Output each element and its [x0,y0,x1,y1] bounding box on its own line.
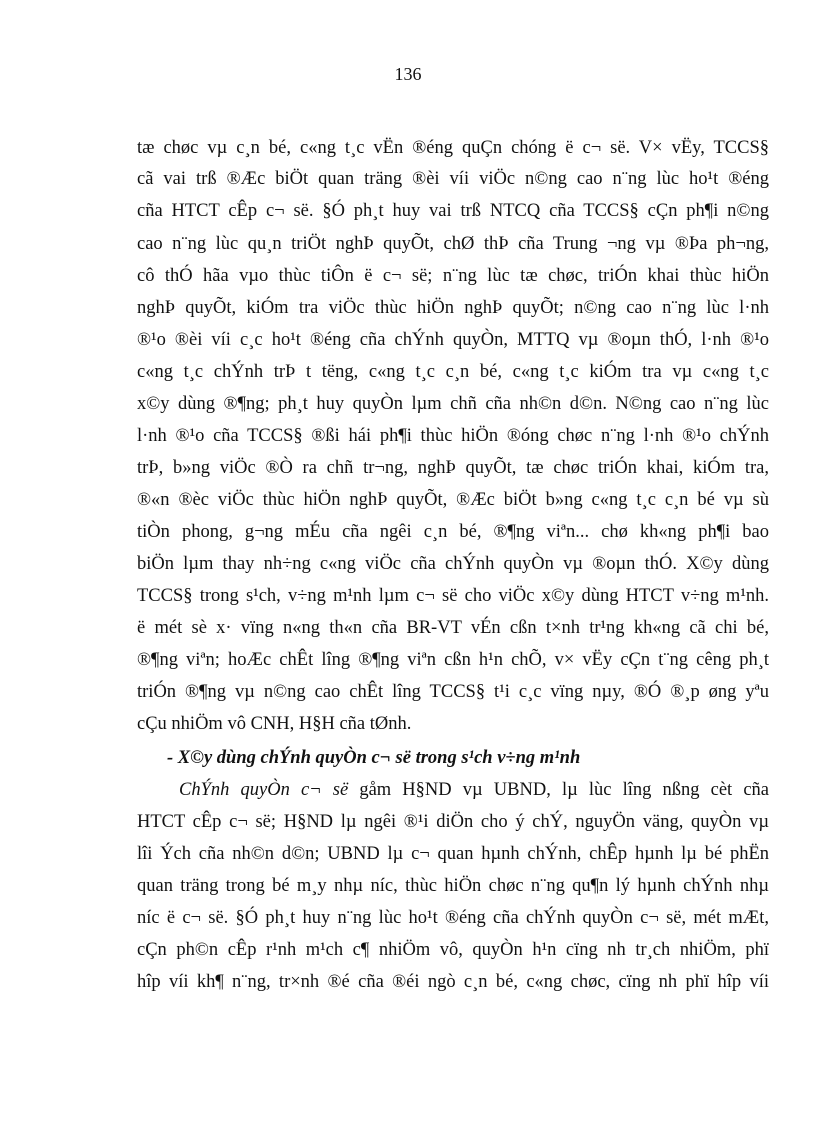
text-line: TCCS§ trong s¹ch, v÷ng m¹nh lµm c¬ së cho viÖc x©y dùng HTCT v÷ng m¹nh. [137,586,769,606]
text-line: hîp víi kh¶ n¨ng, tr×nh ®é cña ®éi ngò c¸n bé, c«ng chøc, cïng nh phï hîp víi [137,972,769,992]
text-line: c«ng t¸c chÝnh trÞ t tëng, c«ng t¸c c¸n bé, c«ng t¸c kiÓm tra vµ c«ng t¸c [137,362,769,382]
italic-term: ChÝnh quyÒn c¬ së [179,780,349,800]
text-line: cÇn ph©n cÊp r¹nh m¹ch c¶ nhiÖm vô, quyÒn h¹n cïng nh tr¸ch nhiÖm, phï [137,940,769,960]
text-line: cã vai trß ®Æc biÖt quan träng ®èi víi viÖc n©ng cao n¨ng lùc ho¹t ®éng [137,169,769,189]
text-line: níc ë c¬ së. §Ó ph¸t huy n¨ng lùc ho¹t ®éng cña chÝnh quyÒn c¬ së, mét mÆt, [137,908,769,928]
page-number: 136 [394,64,422,84]
text-line: ®«n ®èc viÖc thùc hiÖn nghÞ quyÕt, ®Æc biÖt b»ng c«ng t¸c c¸n bé vµ sù [137,490,769,510]
text-line: biÖn lµm thay nh÷ng c«ng viÖc cña chÝnh quyÒn vµ ®oµn thÓ. X©y dùng [137,554,769,574]
text-line: nghÞ quyÕt, kiÓm tra viÖc thùc hiÖn nghÞ quyÕt; n©ng cao n¨ng lùc l·nh [137,298,769,318]
text-line: tæ chøc vµ c¸n bé, c«ng t¸c vËn ®éng quÇn chóng ë c¬ së. V× vËy, TCCS§ [137,138,769,158]
text-line: ë mét sè x· vïng n«ng th«n cña BR-VT vÉn cßn t×nh tr¹ng kh«ng cã chi bé, [137,618,769,638]
text-line: ®¹o ®èi víi c¸c ho¹t ®éng cña chÝnh quyÒn, MTTQ vµ ®oµn thÓ, l·nh ®¹o [137,330,769,350]
text-line: cÇu nhiÖm vô CNH, H§H cña tØnh. [137,714,412,734]
text-line: ®¶ng viªn; hoÆc chÊt lîng ®¶ng viªn cßn h¹n chÕ, v× vËy cÇn t¨ng cêng ph¸t [137,650,769,670]
text-line: trÞ, b»ng viÖc ®Ò ra chñ tr¬ng, nghÞ quyÕt, tæ chøc triÓn khai, kiÓm tra, [137,458,769,478]
section-heading: - X©y dùng chÝnh quyÒn c¬ së trong s¹ch v÷ng m¹nh [167,748,581,768]
text-line: cña HTCT cÊp c¬ së. §Ó ph¸t huy vai trß NTCQ cña TCCS§ cÇn ph¶i n©ng [137,201,769,221]
text-line: x©y dùng ®¶ng; ph¸t huy quyÒn lµm chñ cña nh©n d©n. N©ng cao n¨ng lùc [137,394,769,414]
paragraph-first-line [179,778,769,802]
text-line: lîi Ých cña nh©n d©n; UBND lµ c¬ quan hµnh chÝnh, chÊp hµnh lµ bé phËn [137,844,769,864]
text-line: tiÒn phong, g¬ng mÉu cña ngêi c¸n bé, ®¶ng viªn... chø kh«ng ph¶i bao [137,522,769,542]
text-line: cô thÓ hãa vµo thùc tiÔn ë c¬ së; n¨ng lùc tæ chøc, triÓn khai thùc hiÖn [137,266,769,286]
text-line: quan träng trong bé m¸y nhµ níc, thùc hiÖn chøc n¨ng qu¶n lý hµnh chÝnh nhµ [137,876,769,896]
text-span: gåm H§ND vµ UBND, lµ lùc lîng nßng cèt cña [348,780,769,800]
text-line: HTCT cÊp c¬ së; H§ND lµ ngêi ®¹i diÖn cho ý chÝ, nguyÖn väng, quyÒn vµ [137,812,769,832]
text-line: triÓn ®¶ng vµ n©ng cao chÊt lîng TCCS§ t¹i c¸c vïng nµy, ®Ó ®¸p øng yªu [137,682,769,702]
text-line: cao n¨ng lùc qu¸n triÖt nghÞ quyÕt, chØ thÞ cña Trung ¬ng vµ ®Þa ph¬ng, [137,234,769,254]
text-line: l·nh ®¹o cña TCCS§ ®ßi hái ph¶i thùc hiÖn ®óng chøc n¨ng l·nh ®¹o chÝnh [137,426,769,446]
